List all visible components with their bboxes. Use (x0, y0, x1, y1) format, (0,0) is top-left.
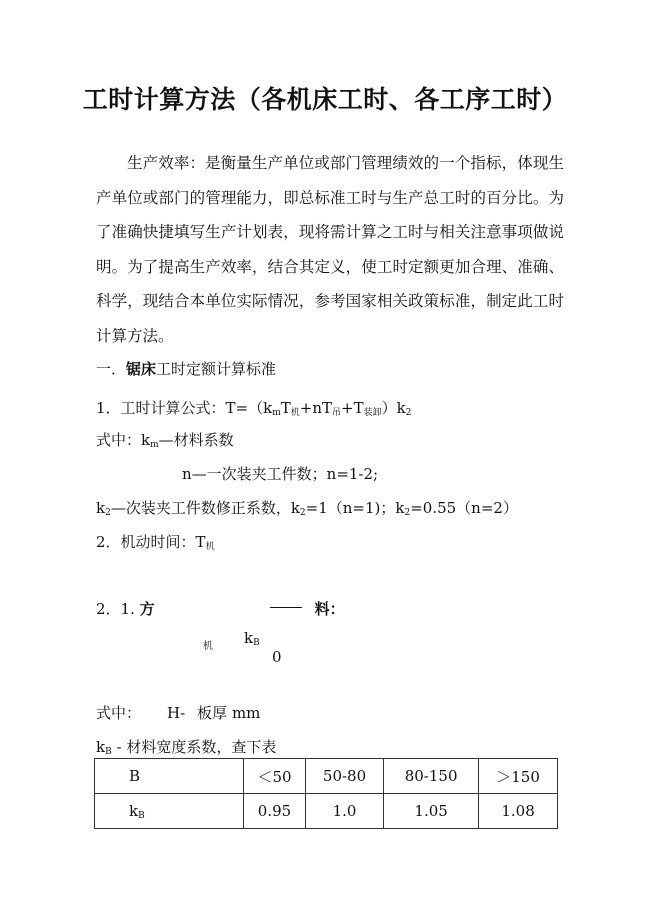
table-header-cell: 80-150 (384, 759, 479, 794)
machine-time-line (96, 531, 215, 552)
kb-text: k (244, 629, 254, 647)
k2-part: k (96, 499, 106, 517)
table-cell: 1.05 (384, 794, 479, 829)
table-row (95, 759, 558, 794)
kb-line-sub: B (105, 747, 112, 757)
where-h-line (96, 702, 260, 723)
table-header-cell: ＜50 (244, 759, 306, 794)
where-h-label: 式中： (96, 704, 142, 722)
where-km-text: 式中：k (96, 431, 151, 449)
where-h-symbol: H- (167, 704, 186, 722)
formula-sub: 机 (290, 408, 300, 418)
formula-label: 1．工时计算公式： (96, 399, 226, 417)
table-row-label (95, 794, 244, 829)
table-cell: 0.95 (244, 794, 306, 829)
fraction-bar (270, 607, 302, 608)
table-header-cell: ＞150 (479, 759, 558, 794)
k2-sub: 2 (404, 508, 411, 518)
k2-part: =1（n=1)；k (305, 499, 405, 517)
machine-time-text: 2．机动时间：T (96, 533, 206, 551)
formula-part: +nT (299, 399, 333, 417)
formula-part: ）k (381, 399, 406, 417)
formula-sub: 装卸 (363, 408, 382, 418)
table-cell: 1.08 (479, 794, 558, 829)
formula-part: +T (341, 399, 364, 417)
formula-sub: 2 (405, 408, 412, 418)
formula-kb (244, 629, 260, 648)
formula-ji-char: 机 (203, 641, 213, 652)
formula-zero: 0 (272, 648, 282, 666)
where-km-sub: m (150, 440, 159, 450)
kb-sub: B (253, 638, 260, 648)
row-label-k: k (129, 801, 139, 820)
subsection-bold-1: 方 (139, 600, 155, 618)
formula-part: T=（k (225, 399, 273, 417)
formula-sub: m (272, 408, 281, 418)
k2-part: =0.55（n=2） (410, 499, 518, 517)
where-km-desc: —材料系数 (158, 431, 234, 449)
kb-line-desc: - 材料宽度系数，查下表 (111, 738, 277, 756)
table-cell: 1.0 (305, 794, 383, 829)
machine-time-sub: 机 (205, 542, 215, 552)
section-prefix: 一． (96, 360, 127, 378)
subsection-number: 2．1. (96, 600, 135, 618)
where-h-desc: 板厚 mm (197, 704, 261, 722)
formula-part: T (280, 399, 291, 417)
page-title: 工时计算方法（各机床工时、各工序工时） (82, 85, 568, 114)
subsection-colon: ： (329, 600, 345, 618)
k2-sub: 2 (105, 508, 111, 518)
formula-sub: 吊 (332, 408, 342, 418)
section-bold: 锯床 (126, 360, 157, 378)
where-km-line (96, 429, 234, 450)
subsection-2-1 (96, 598, 345, 619)
row-label-sub: B (138, 810, 145, 821)
where-n-line: n—一次装夹工件数；n=1-2; (182, 465, 379, 483)
section-1-heading (96, 358, 276, 379)
kb-line-k: k (96, 738, 106, 756)
kb-desc-line (96, 736, 276, 757)
intro-paragraph: 生产效率：是衡量生产单位或部门管理绩效的一个指标，体现生产单位或部门的管理能力，即总标准工时与生产总工时的百分比。为了准确快捷填写生产计划表，现将需计算之工时与相关注意事项做说明。为了提高生产效率，结合其定义，使工时定额更加合理、准确、科学，现结合本单位实际情况，参考国家相关政策标准，制定此工时计算方法。 (96, 154, 564, 345)
k2-sub: 2 (299, 508, 306, 518)
table-header-cell: B (95, 759, 244, 794)
subsection-bold-2: 料 (314, 600, 330, 618)
where-k2-line (96, 497, 518, 518)
formula-line (96, 397, 411, 418)
section-rest: 工时定额计算标准 (156, 360, 277, 378)
coefficient-table (94, 758, 558, 829)
k2-part: —次装夹工件数修正系数，k (110, 499, 300, 517)
table-header-cell: 50-80 (305, 759, 383, 794)
table-row (95, 794, 558, 829)
